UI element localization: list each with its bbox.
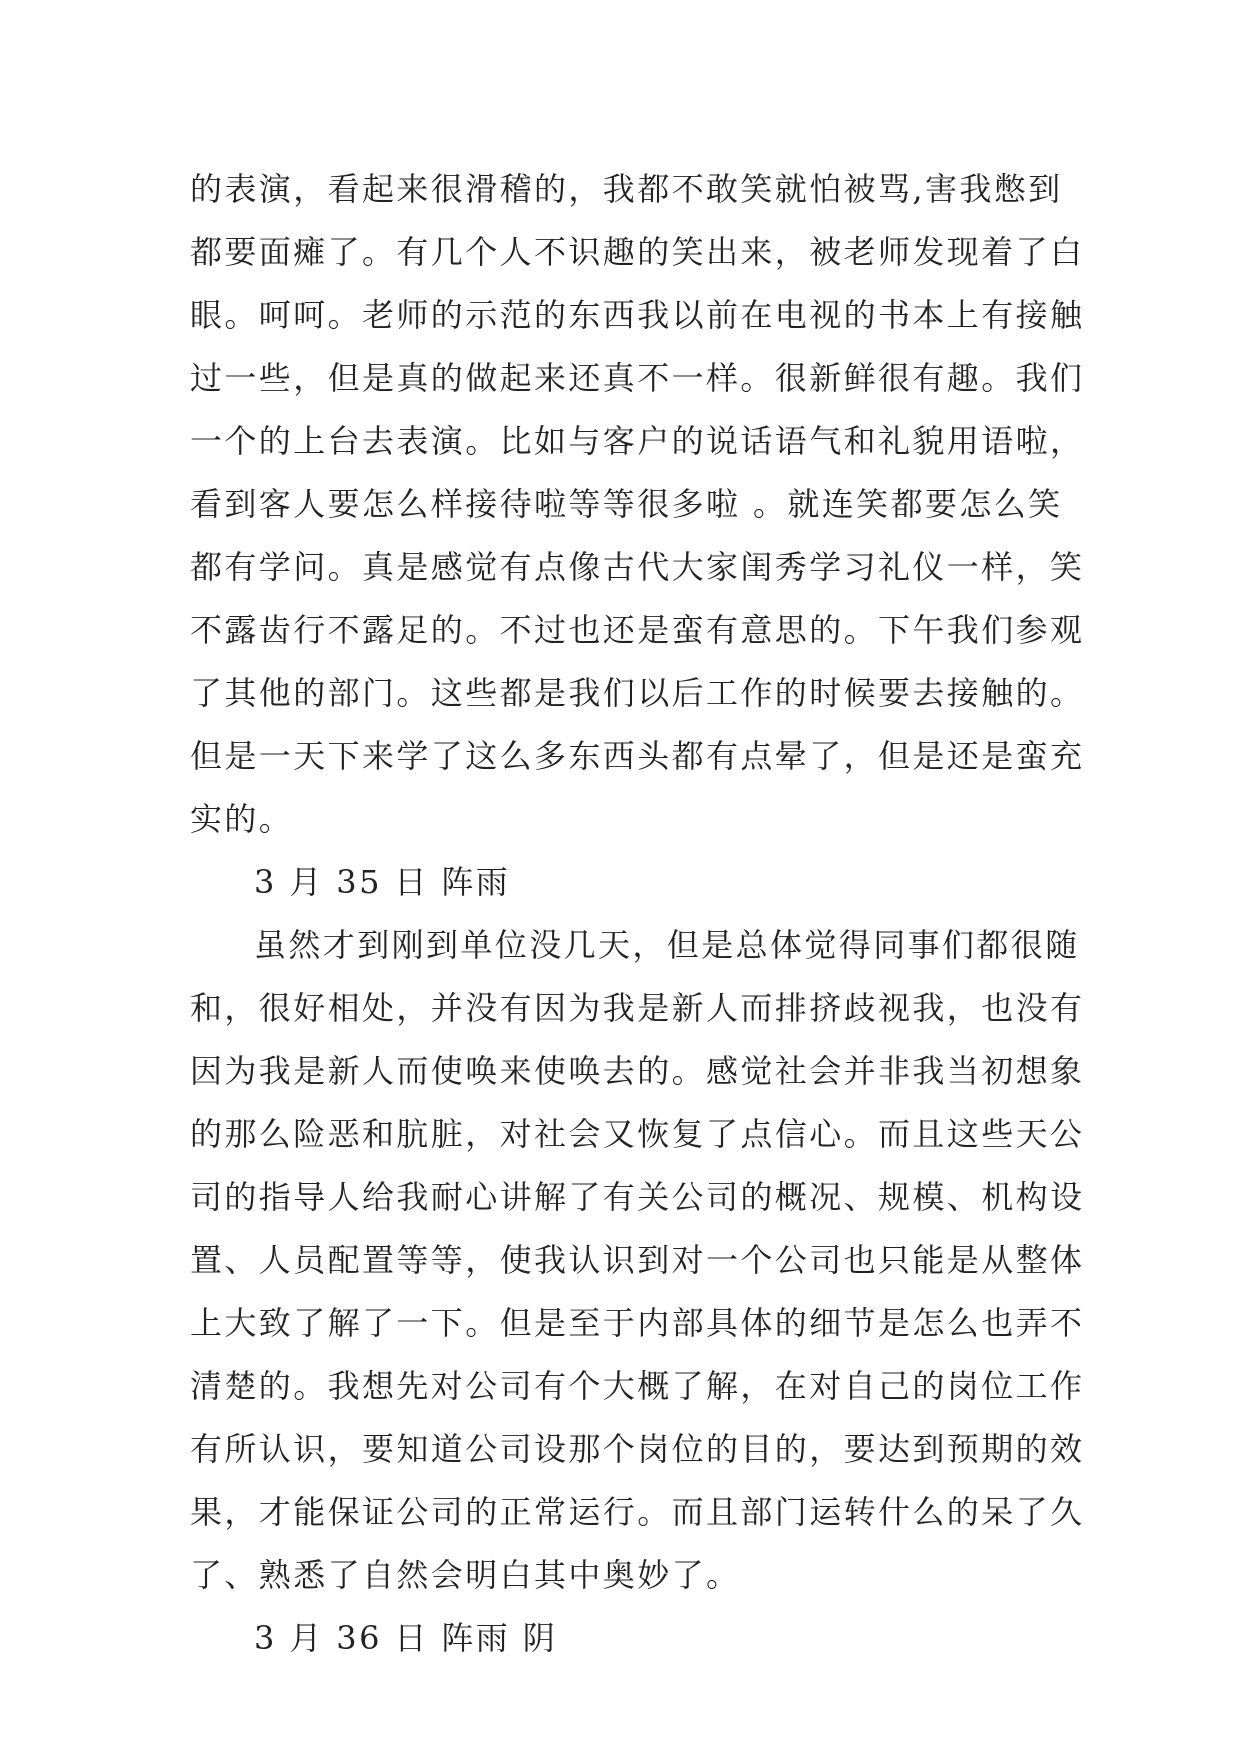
- text-line: 因为我是新人而使唤来使唤去的。感觉社会并非我当初想象: [190, 1052, 1085, 1090]
- document-body: [190, 158, 1085, 1670]
- text-line: 一个的上台去表演。比如与客户的说话语气和礼貌用语啦，: [190, 422, 1085, 460]
- text-line: 上大致了解了一下。但是至于内部具体的细节是怎么也弄不: [190, 1304, 1085, 1342]
- text-line: 了其他的部门。这些都是我们以后工作的时候要去接触的。: [190, 674, 1085, 712]
- text-line: 清楚的。我想先对公司有个大概了解，在对自己的岗位工作: [190, 1367, 1085, 1405]
- text-line: 果，才能保证公司的正常运行。而且部门运转什么的呆了久: [190, 1493, 1085, 1531]
- date-heading: 3 月 36 日 阵雨 阴: [254, 1619, 558, 1657]
- text-line: 实的。: [190, 800, 294, 838]
- text-line: 眼。呵呵。老师的示范的东西我以前在电视的书本上有接触: [190, 296, 1085, 334]
- text-line: 司的指导人给我耐心讲解了有关公司的概况、规模、机构设: [190, 1178, 1085, 1216]
- text-line: 不露齿行不露足的。不过也还是蛮有意思的。下午我们参观: [190, 611, 1085, 649]
- paragraph-start-line: 虽然才到刚到单位没几天，但是总体觉得同事们都很随: [254, 926, 1080, 964]
- date-heading: 3 月 35 日 阵雨: [254, 863, 511, 901]
- text-line: 看到客人要怎么样接待啦等等很多啦 。就连笑都要怎么笑: [190, 485, 1063, 523]
- text-line: 都有学问。真是感觉有点像古代大家闺秀学习礼仪一样，笑: [190, 548, 1085, 586]
- text-line: 了、熟悉了自然会明白其中奥妙了。: [190, 1556, 741, 1594]
- text-line: 置、人员配置等等，使我认识到对一个公司也只能是从整体: [190, 1241, 1085, 1279]
- text-line: 的表演，看起来很滑稽的，我都不敢笑就怕被骂,害我憋到: [190, 170, 1063, 208]
- text-line: 的那么险恶和肮脏，对社会又恢复了点信心。而且这些天公: [190, 1115, 1085, 1153]
- text-line: 和，很好相处，并没有因为我是新人而排挤歧视我，也没有: [190, 989, 1085, 1027]
- text-line: 过一些，但是真的做起来还真不一样。很新鲜很有趣。我们: [190, 359, 1085, 397]
- text-line: 有所认识，要知道公司设那个岗位的目的，要达到预期的效: [190, 1430, 1085, 1468]
- text-line: 但是一天下来学了这么多东西头都有点晕了，但是还是蛮充: [190, 737, 1085, 775]
- text-line: 都要面瘫了。有几个人不识趣的笑出来，被老师发现着了白: [190, 233, 1085, 271]
